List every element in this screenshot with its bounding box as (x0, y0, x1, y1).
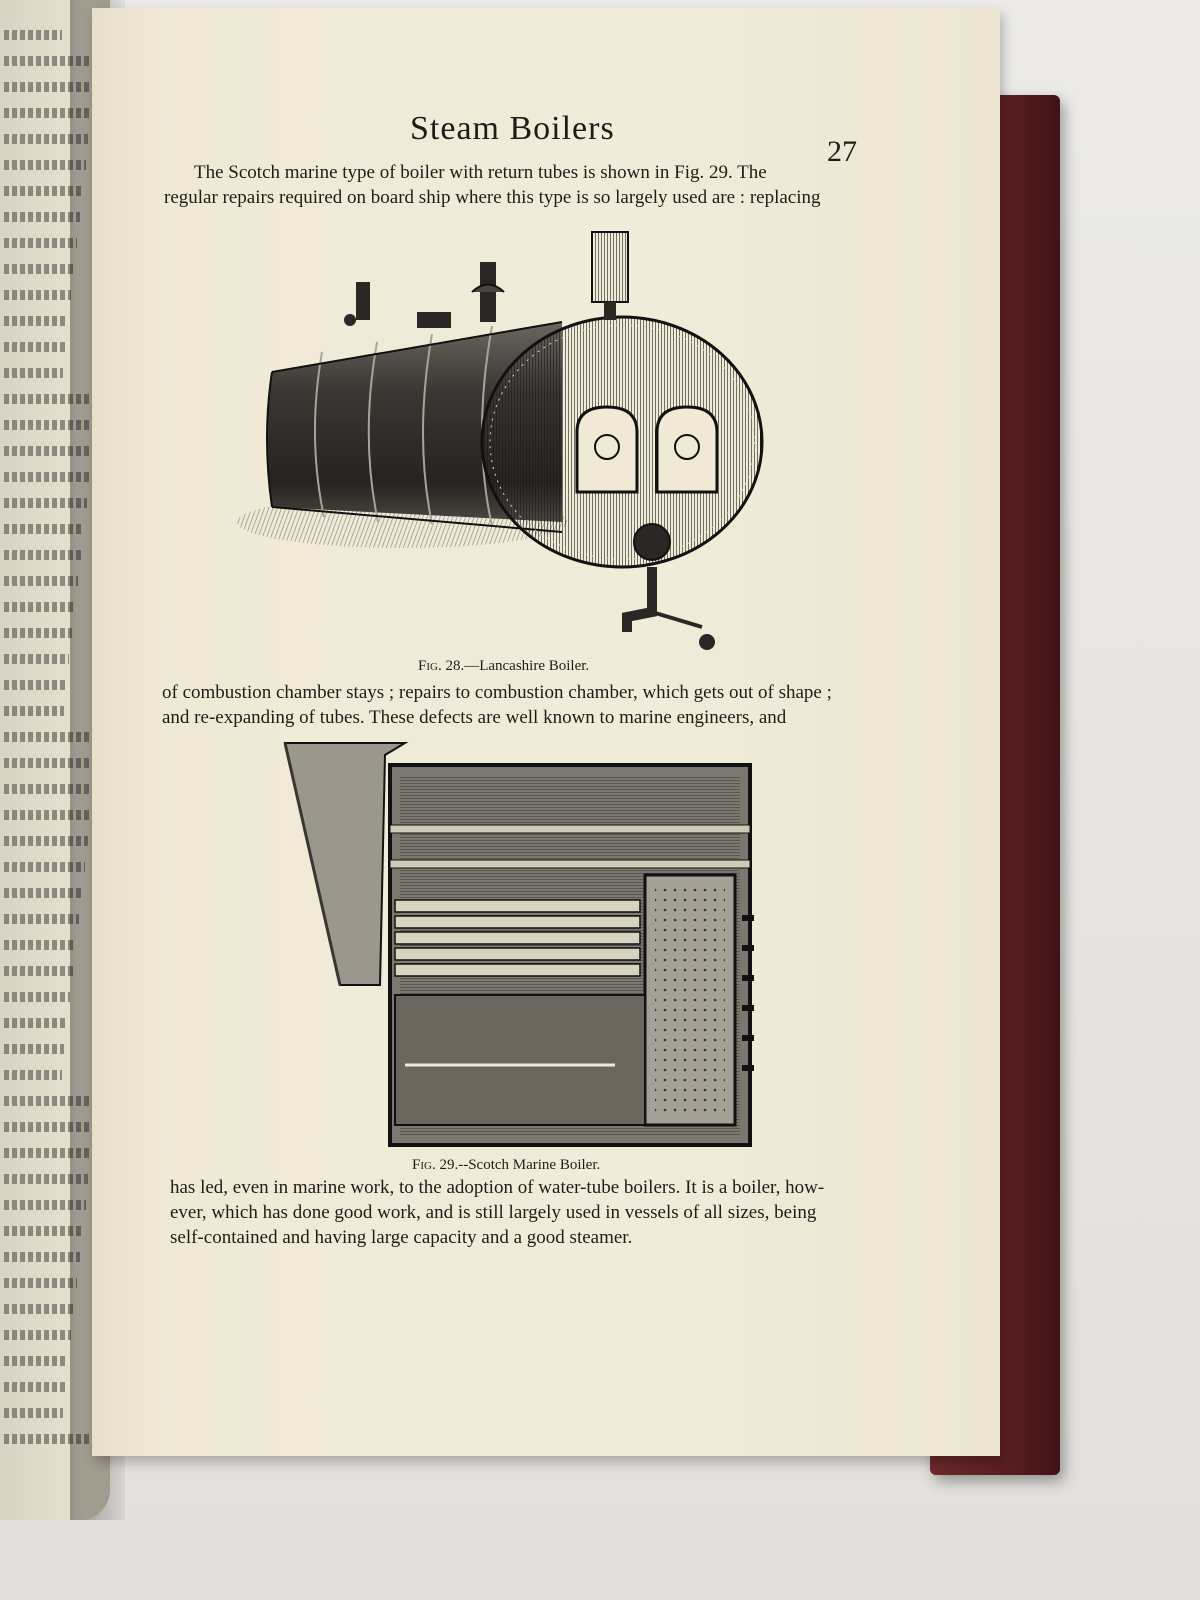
left-page-text-line (4, 1408, 63, 1418)
paragraph-repairs (162, 680, 882, 730)
left-page-text-line (4, 238, 77, 248)
paragraph-intro-line-2: regular repairs required on board ship where this type is so largely used are : replacing (164, 187, 821, 208)
left-page-text-line (4, 1252, 80, 1262)
left-page-text-line (4, 940, 76, 950)
left-page-text-line (4, 368, 63, 378)
paragraph-intro (164, 160, 854, 210)
paragraph-repairs-line-1: of combustion chamber stays ; repairs to combustion chamber, which gets out of shape ; (162, 682, 832, 703)
paragraph-intro-line-1: The Scotch marine type of boiler with return tubes is shown in Fig. 29. The (194, 162, 767, 183)
left-page-text-line (4, 706, 64, 716)
running-title: Steam Boilers (410, 110, 615, 147)
figure-29-label: Fig. 29. (412, 1157, 459, 1173)
left-page-text-line (4, 1070, 62, 1080)
left-page-text-line (4, 1330, 71, 1340)
left-page-text-line (4, 602, 75, 612)
figure-28-label: Fig. 28. (418, 658, 465, 674)
left-page-text-line (4, 1044, 64, 1054)
left-page-text-line (4, 1356, 68, 1366)
figure-29-caption (412, 1157, 600, 1174)
left-page-text-line (4, 1018, 67, 1028)
paragraph-repairs-line-2: and re-expanding of tubes. These defects are well known to marine engineers, and (162, 707, 787, 728)
page-number: 27 (827, 135, 857, 168)
left-page-text-line (4, 264, 74, 274)
left-page-text-line (4, 914, 79, 924)
paragraph-conclusion-line-3: self-contained and having large capacity and a good steamer. (170, 1227, 633, 1248)
figure-29-title: --Scotch Marine Boiler. (458, 1157, 601, 1173)
left-page-text-line (4, 30, 62, 40)
paragraph-conclusion-line-1: has led, even in marine work, to the adoption of water-tube boilers. It is a boiler, how- (170, 1177, 825, 1198)
left-page-text-line (4, 342, 65, 352)
figure-28-caption (418, 658, 589, 675)
left-page-text-line (4, 290, 71, 300)
left-page-text-line (4, 1382, 65, 1392)
figure-28-title: —Lancashire Boiler. (464, 658, 590, 674)
left-page-text-line (4, 1278, 77, 1288)
lancashire-boiler-illustration (232, 222, 792, 662)
left-page-text-line (4, 576, 78, 586)
left-page-text-line (4, 680, 66, 690)
left-page-text-line (4, 1304, 74, 1314)
paragraph-conclusion (170, 1175, 888, 1250)
left-page-text-line (4, 316, 68, 326)
left-page-text-line (4, 966, 73, 976)
paragraph-conclusion-line-2: ever, which has done good work, and is still largely used in vessels of all sizes, being (170, 1202, 817, 1223)
scotch-marine-boiler-illustration (270, 735, 770, 1155)
left-page-text-line (4, 628, 72, 638)
left-page-text-line (4, 212, 80, 222)
left-page-text-line (4, 992, 70, 1002)
left-page-text-line (4, 654, 69, 664)
tube-bank (395, 900, 640, 976)
